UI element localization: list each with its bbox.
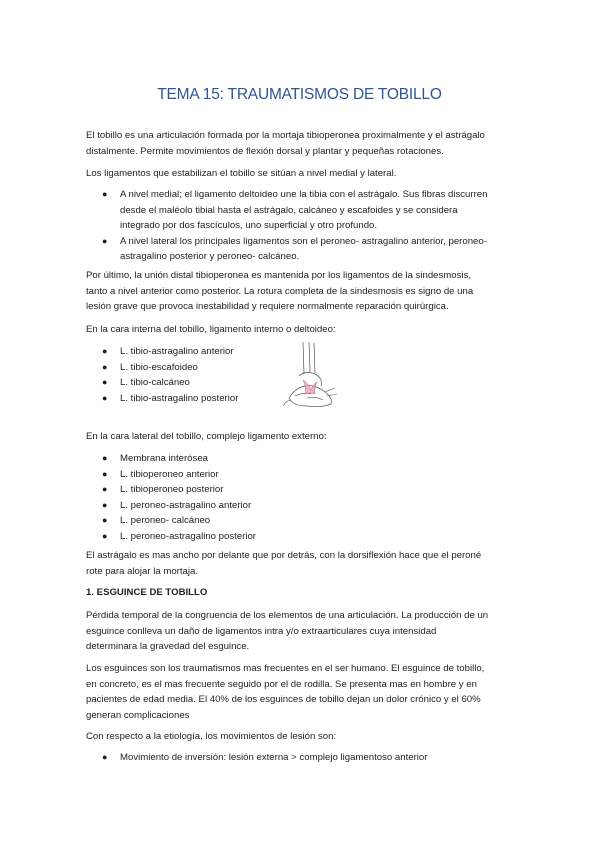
list-item: ● L. tibioperoneo posterior (86, 482, 526, 498)
text-line: El astrágalo es mas ancho por delante que por detrás, con la dorsiflexión hace que el peroné (86, 550, 482, 561)
text-line: generan complicaciones (86, 709, 190, 721)
list-item: ● A nivel lateral los principales ligamentos son el peroneo- astragalino anterior, peroneo- astragalino posterior y peroneo- calcáneo. (102, 235, 487, 262)
list-item: ● Membrana interósea (86, 451, 526, 467)
bullet-icon: ● (102, 189, 108, 199)
text-line: determinara la gravedad del esguince. (86, 641, 250, 652)
intro-paragraph (86, 128, 520, 159)
internal-ligament-list (86, 344, 276, 406)
ligament-levels-list (86, 187, 526, 265)
text-line: esguince conlleva un daño de ligamentos intra y/o extraarticulares cuya intensidad (86, 625, 437, 637)
text-line: tanto a nivel anterior como posterior. La rotura completa de la sindesmosis es signo de una (86, 285, 474, 297)
text-line: distalmente. Permite movimientos de flexión dorsal y plantar y pequeñas rotaciones. (86, 145, 444, 157)
bullet-icon: ● (102, 235, 108, 246)
syndesmosis-paragraph (86, 268, 520, 315)
list-item: ● L. peroneo- calcáneo (86, 513, 526, 529)
etiology-heading: Con respecto a la etiología, los movimientos de lesión son: (86, 731, 337, 742)
list-item: ● L. tibio-astragalino anterior (86, 344, 276, 360)
text-line: El tobillo es una articulación formada por la mortaja tibioperonea proximalmente y el astrágalo (86, 130, 485, 141)
astragalo-paragraph (86, 548, 520, 579)
ligaments-intro: Los ligamentos que estabilizan el tobillo se sitúan a nivel medial y lateral. (86, 168, 397, 179)
text-line: Por último, la unión distal tibioperonea es mantenida por los ligamentos de la sindesmosis, (86, 270, 472, 281)
list-item: ● Movimiento de inversión: lesión externa > complejo ligamentoso anterior (86, 750, 526, 766)
text-line: pacientes de edad media. El 40% de los esguinces de tobillo dejan un dolor crónico y el 60% (86, 694, 481, 705)
text-line: Pérdida temporal de la congruencia de los elementos de una articulación. La producción de un (86, 610, 489, 621)
bullet-icon: ● (102, 468, 108, 479)
text-line: Los esguinces son los traumatismos mas frecuentes en el ser humano. El esguince de tobillo, (86, 663, 485, 674)
external-ligament-list (86, 451, 526, 544)
bullet-icon: ● (102, 484, 108, 494)
bullet-icon: ● (102, 346, 108, 356)
bullet-icon: ● (102, 392, 108, 403)
etiology-list (86, 750, 526, 766)
bullet-icon: ● (102, 499, 108, 510)
bullet-icon: ● (102, 361, 108, 372)
list-item: ● L. peroneo-astragalino anterior (86, 498, 526, 514)
internal-heading: En la cara interna del tobillo, ligamento interno o deltoideo: (86, 324, 336, 335)
ankle-illustration (281, 340, 339, 412)
sprain-definition-paragraph (86, 608, 520, 655)
sprain-epidemiology-paragraph (86, 661, 520, 723)
list-item: ● L. tibio-astragalino posterior (86, 391, 276, 407)
external-heading: En la cara lateral del tobillo, complejo ligamento externo: (86, 431, 327, 442)
list-item: ● A nivel medial; el ligamento deltoideo une la tibia con el astrágalo. Sus fibras discurren desde el maléolo tibial hasta el astrágalo, calcáneo y escafoides y se considera integrado por dos fascículos, uno superficial y otro profundo. (102, 189, 488, 231)
bullet-icon: ● (102, 453, 108, 463)
bullet-icon: ● (102, 515, 108, 525)
bullet-icon: ● (102, 752, 108, 762)
bullet-icon: ● (102, 377, 108, 387)
list-item: ● L. tibio-escafoideo (86, 360, 276, 376)
text-line: rote para alojar la mortaja. (86, 565, 198, 577)
section-heading: 1. ESGUINCE DE TOBILLO (86, 587, 208, 598)
text-line: lesión grave que provoca inestabilidad y requiere normalmente reparación quirúrgica. (86, 301, 449, 312)
page-title: TEMA 15: TRAUMATISMOS DE TOBILLO (157, 86, 442, 103)
list-item: ● L. tibio-calcáneo (86, 375, 276, 391)
bullet-icon: ● (102, 530, 108, 541)
list-item: ● L. tibioperoneo anterior (86, 467, 526, 483)
list-item: ● L. peroneo-astragalino posterior (86, 529, 526, 545)
text-line: en concreto, es el mas frecuente seguido por el de rodilla. Se presenta mas en hombre y en (86, 678, 477, 690)
